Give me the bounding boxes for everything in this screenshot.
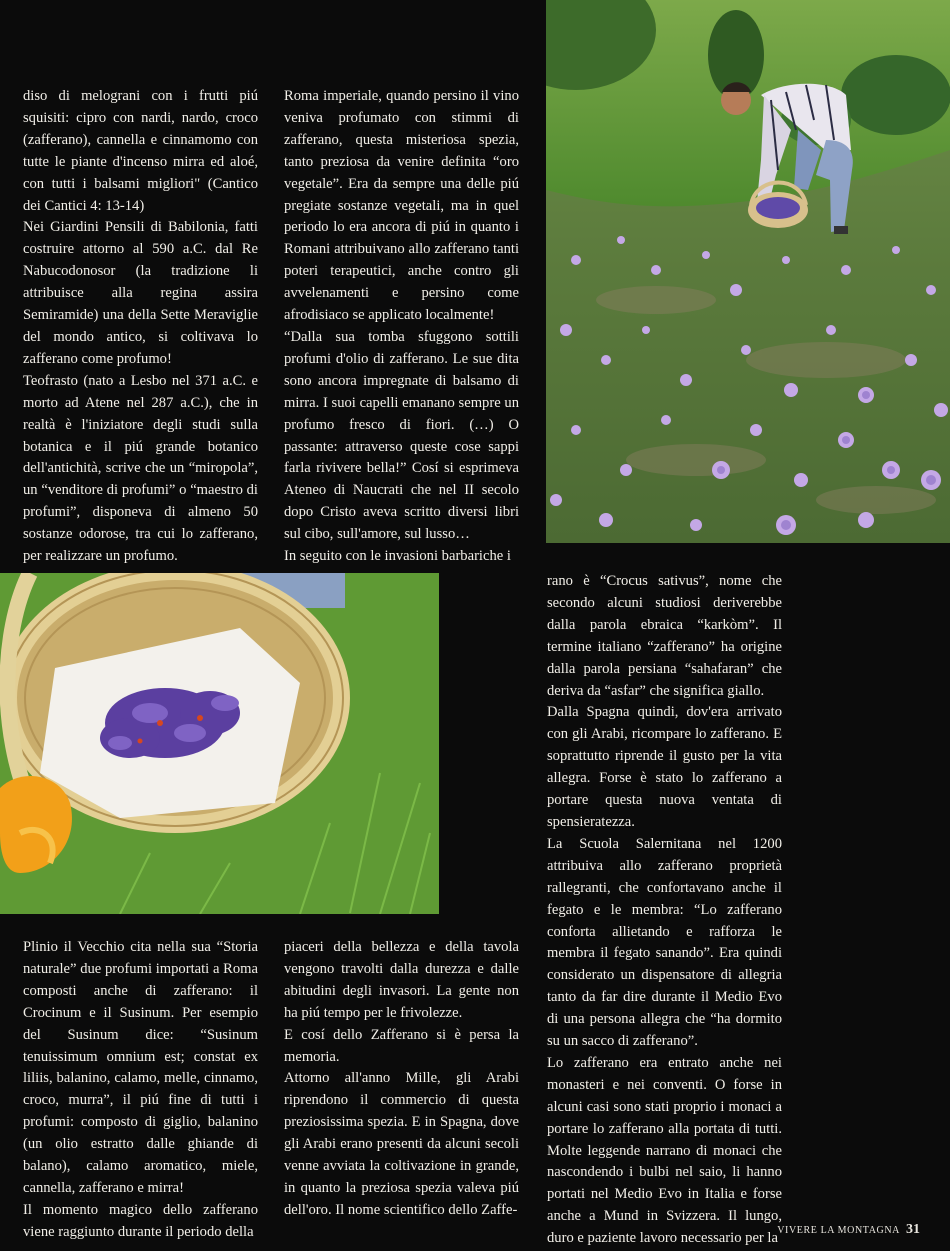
paragraph: Attorno all'anno Mille, gli Arabi riprendono il commercio di questa preziosissima spezia. E in Spagna, dove gli Arabi erano presenti da alcuni secoli venne avviata la coltivazione in grande, in quanto la preziosa spezia valeva piú dell'oro. Il nome scientifico dello Zaffe-: [284, 1070, 519, 1218]
saffron-basket-photo: [0, 573, 439, 914]
paragraph: Roma imperiale, quando persino il vino veniva profumato con stimmi di zafferano, questa misteriosa spezia, tanto preziosa da venire definita “oro vegetale”. Era da sempre una delle piú pregiate sostanze vegetali, ma in quel periodo lo era ancora di piú in quanto i Romani attribuivano allo zafferano tanti poteri terapeutici, anche contro gli avvelenamenti e persino come afrodisiaco se applicato localmente!: [284, 88, 519, 324]
paragraph: Teofrasto (nato a Lesbo nel 371 a.C. e morto ad Atene nel 287 a.C.), che in realtà è l'iniziatore degli studi sulla botanica e il piú grande botanico dell'antichità, scrive che un “miropola”, un “venditore di profumi” o “maestro di profumi”, disponeva di almeno 50 sostanze odorose, tra cui lo zafferano, per realizzare un profumo.: [23, 372, 258, 565]
paragraph: “Dalla sua tomba sfuggono sottili profumi d'olio di zafferano. Le sue dita sono ancora impregnate di balsamo di mirra. I suoi capelli emanano sempre un profumo fresco di fiori. (…) O passante: attraverso queste cose sappi farla rivivere bella!” Cosí si esprimeva Ateneo di Naucrati che nel II secolo dopo Cristo aveva scritto diversi libri sul cibo, sull'amore, sul lusso…: [284, 328, 519, 543]
page-footer: [777, 1222, 920, 1238]
paragraph: diso di melograni con i frutti piú squisiti: cipro con nardi, nardo, croco (zafferano), cannella e cinnamomo con tutte le piante d'incenso mirra ed aloé, con tutti i balsami migliori" (Cantico dei Cantici 4: 13-14): [23, 88, 258, 214]
paragraph: Il momento magico dello zafferano viene raggiunto durante il periodo della: [23, 1201, 258, 1240]
column-bottom-middle: [284, 937, 519, 1222]
paragraph: In seguito con le invasioni barbariche i: [284, 548, 511, 565]
paragraph: Lo zafferano era entrato anche nei monasteri e nei conventi. O forse in alcuni casi sono stati proprio i monaci a portare lo zafferano alla portata di tutti. Molte leggende narrano di monaci che nascondendo i bulbi nel saio, li hanno portati nel Medio Evo in Italia e forse anche a Mund in Svizzera. Il lungo, duro e paziente lavoro necessario per la: [547, 1054, 782, 1247]
paragraph: piaceri della bellezza e della tavola vengono travolti dalla durezza e dalle abitudini degli invasori. La gente non ha piú tempo per le frivolezze.: [284, 939, 519, 1021]
column-top-middle: [284, 86, 519, 568]
saffron-field-photo: [546, 0, 950, 543]
paragraph: rano è “Crocus sativus”, nome che secondo alcuni studiosi deriverebbe dalla parola ebraica “karkòm”. Il termine italiano “zafferano” ha origine dalla parola persiana “sahafaran” che deriva da “asfar” che significa giallo.: [547, 573, 782, 699]
column-right: [547, 571, 782, 1250]
paragraph: Plinio il Vecchio cita nella sua “Storia naturale” due profumi importati a Roma composti anche di zafferano: il Crocinum e il Susinum. Per esempio del Susinum dice: “Susinum tenuissimum omnium est; constat ex liliis, balanino, calamo, melle, cinnamo, croco, murra”, il piú fine di tutti i profumi: composto di giglio, balanino (un olio estratto dalle ghiande di balano), calamo aromatico, miele, cannella, zafferano e mirra!: [23, 939, 258, 1196]
page-number: 31: [906, 1222, 920, 1237]
paragraph: La Scuola Salernitana nel 1200 attribuiva allo zafferano proprietà rallegranti, che confortavano anche il fegato e le membra: “Lo zafferano conforta allietando e rafforza le membra il fegato sanando”. Era quindi considerato un dispensatore di allegria tanto da far dire durante il Medio Evo di una persona allegra che “ha dormito su un sacco di zafferano”.: [547, 835, 782, 1050]
magazine-name: VIVERE LA MONTAGNA: [777, 1225, 900, 1236]
column-top-left: [23, 86, 258, 568]
paragraph: E cosí dello Zafferano si è persa la memoria.: [284, 1026, 519, 1065]
column-bottom-left: [23, 937, 258, 1244]
paragraph: Dalla Spagna quindi, dov'era arrivato con gli Arabi, ricompare lo zafferano. E soprattutto riprende il gusto per la vita allegra. Forse è stato lo zafferano a portare questa nuova ventata di spensieratezza.: [547, 704, 782, 830]
paragraph: Nei Giardini Pensili di Babilonia, fatti costruire attorno al 590 a.C. dal Re Nabucodonosor (la tradizione li attribuisce alla regina assira Semiramide) una della Sette Meraviglie del mondo antico, si coltivava lo zafferano come profumo!: [23, 219, 258, 367]
